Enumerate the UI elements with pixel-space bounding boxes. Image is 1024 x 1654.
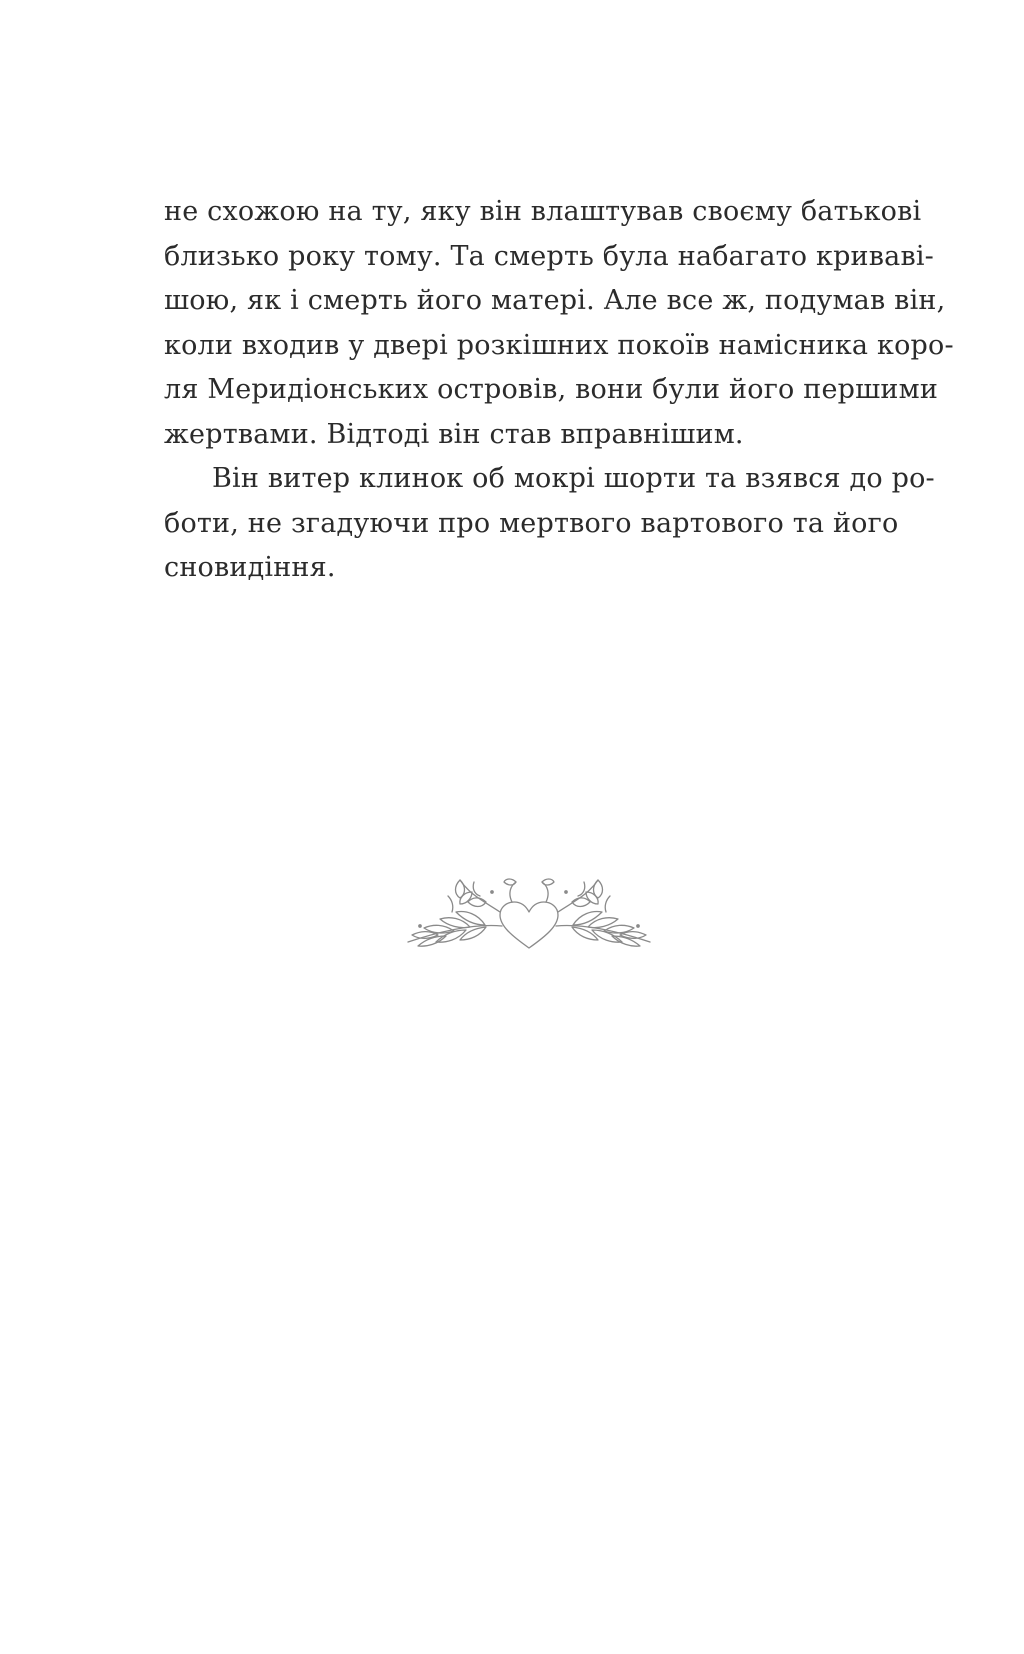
text-line: сновидіння. bbox=[164, 552, 336, 583]
text-line: жертвами. Відтоді він став вправнішим. bbox=[164, 418, 744, 450]
text-line: не схожою на ту, яку він влаштував своєму батькові bbox=[164, 196, 922, 227]
floral-heart-divider-icon bbox=[400, 870, 658, 970]
text-line: ля Меридіонських островів, вони були його першими bbox=[164, 374, 939, 405]
text-line: Він витер клинок об мокрі шорти та взявся до ро- bbox=[212, 463, 935, 494]
text-line: боти, не згадуючи про мертвого вартового та його bbox=[164, 507, 899, 539]
text-line: коли входив у двері розкішних покоїв намісника коро- bbox=[164, 329, 954, 361]
text-line: близько року тому. Та смерть була набагато криваві- bbox=[164, 240, 935, 272]
text-line: шою, як і смерть його матері. Але все ж, подумав він, bbox=[164, 285, 946, 316]
body-text bbox=[164, 190, 954, 591]
